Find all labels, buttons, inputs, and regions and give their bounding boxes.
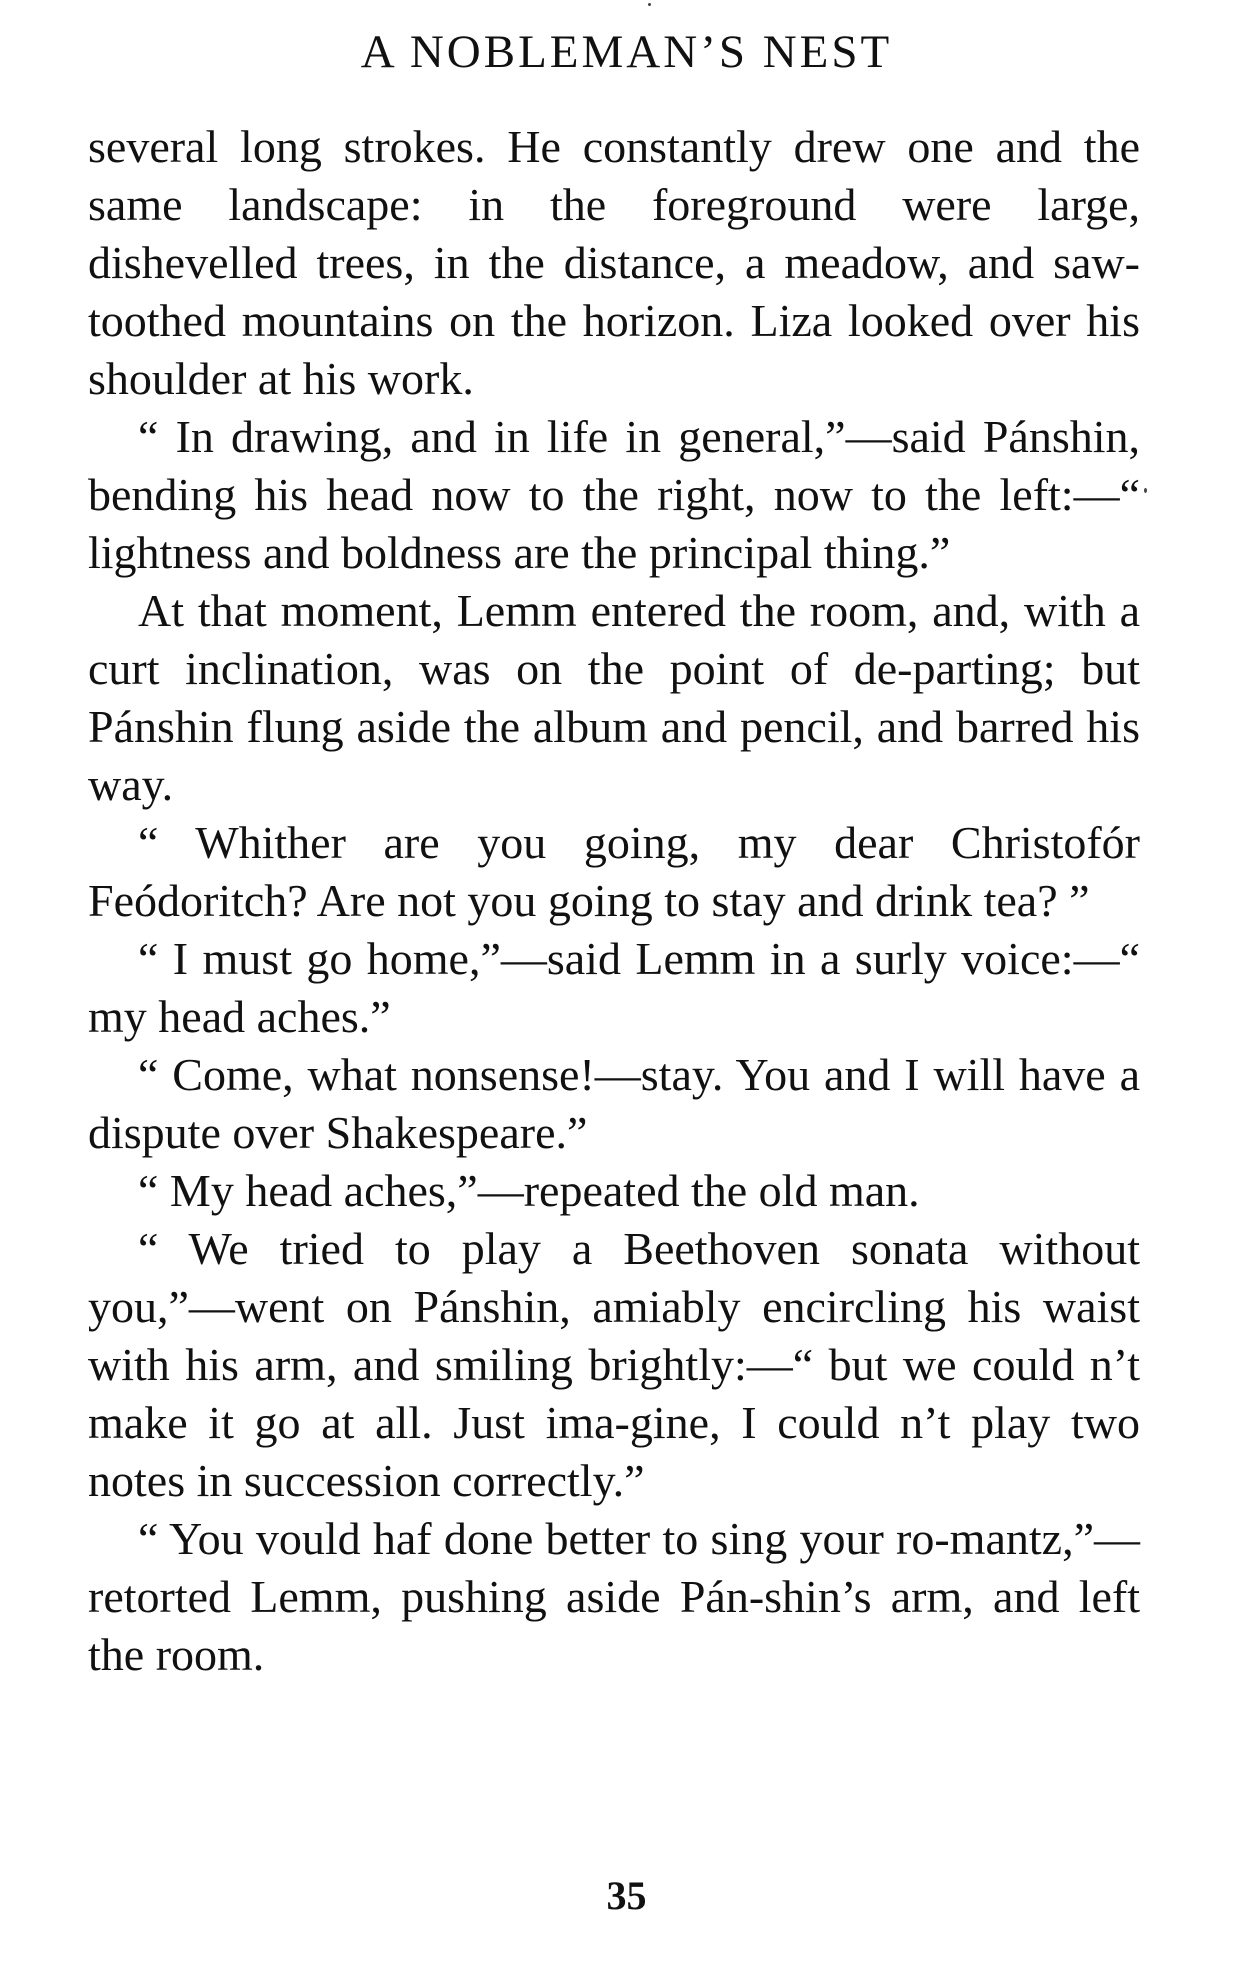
ink-speck <box>648 3 651 6</box>
paragraph-what-nonsense: “ Come, what nonsense!—stay. You and I will have a dispute over Shakespeare.” <box>88 1049 1140 1158</box>
paragraph-head-aches: “ My head aches,”—repeated the old man. <box>138 1165 920 1216</box>
paragraph-lemm-enters: At that moment, Lemm entered the room, and, with a curt inclination, was on the point of de-parting; but Pánshin flung aside the album and pencil, and barred his way. <box>88 585 1140 810</box>
paragraph-must-go-home: “ I must go home,”—said Lemm in a surly voice:—“ my head aches.” <box>88 933 1140 1042</box>
paragraph-continuation: several long strokes. He constantly drew one and the same landscape: in the foreground were large, dishevelled trees, in the distance, a meadow, and saw-toothed mountains on the horizon. Liza looked over his shoulder at his work. <box>88 121 1140 404</box>
paragraph-sing-romantz: “ You vould haf done better to sing your ro-mantz,”—retorted Lemm, pushing aside Pán-shin’s arm, and left the room. <box>88 1513 1140 1680</box>
page-number: 35 <box>606 1873 647 1918</box>
body-text <box>88 118 1140 1684</box>
ink-speck <box>1144 488 1147 493</box>
paragraph-beethoven-sonata: “ We tried to play a Beethoven sonata without you,”—went on Pánshin, amiably encircling his waist with his arm, and smiling brightly:—“ but we could n’t make it go at all. Just ima-gine, I could n’t play two notes in succession correctly.” <box>88 1223 1140 1506</box>
paragraph-whither-going: “ Whither are you going, my dear Christofór Feódoritch? Are not you going to stay and drink tea? ” <box>88 817 1140 926</box>
paragraph-panshin-drawing: “ In drawing, and in life in general,”—said Pánshin, bending his head now to the right, now to the left:—“ lightness and boldness are the principal thing.” <box>88 411 1140 578</box>
running-head: A NOBLEMAN’S NEST <box>360 26 893 78</box>
